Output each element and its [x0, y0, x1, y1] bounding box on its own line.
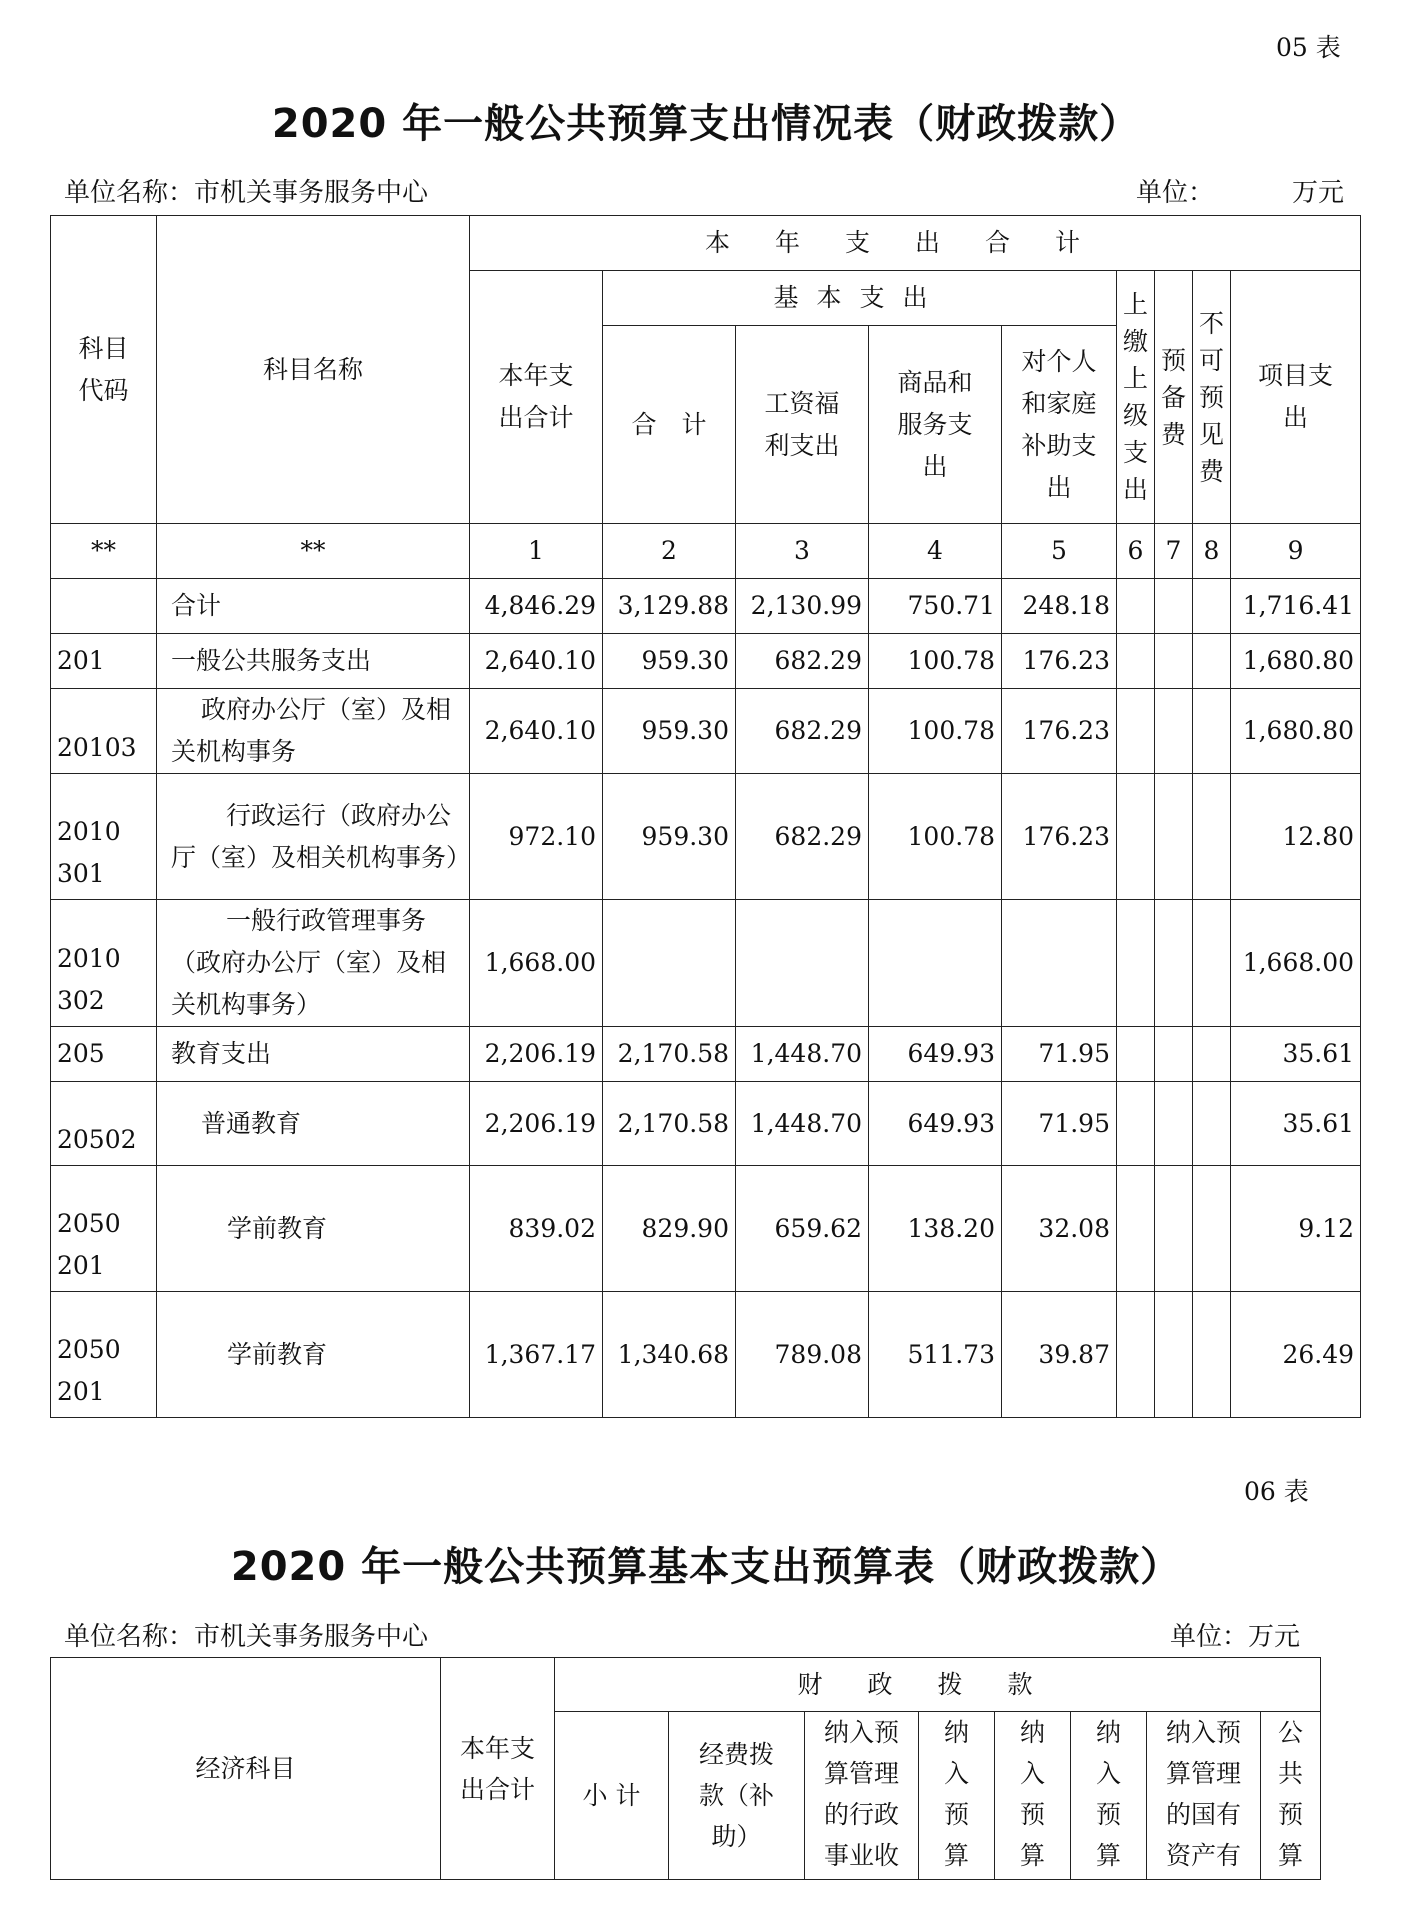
header-total-group: 本年支出合计 — [470, 216, 1361, 271]
row-value: 972.10 — [470, 774, 603, 900]
header-subtotal-2: 小 计 — [555, 1712, 669, 1880]
row-value: 176.23 — [1002, 774, 1117, 900]
index-cell: 7 — [1155, 524, 1193, 579]
header-name: 科目名称 — [157, 216, 470, 524]
row-value — [1155, 579, 1193, 634]
row-value: 2,206.19 — [470, 1082, 603, 1166]
header-fiscal-group: 财政拨款 — [555, 1658, 1321, 1712]
index-cell: 5 — [1002, 524, 1117, 579]
row-value: 649.93 — [869, 1082, 1002, 1166]
row-value — [1155, 1292, 1193, 1418]
row-name: 普通教育 — [157, 1082, 470, 1166]
row-name: 学前教育 — [157, 1292, 470, 1418]
row-name: 学前教育 — [157, 1166, 470, 1292]
row-value: 959.30 — [603, 634, 736, 689]
row-value — [1193, 634, 1231, 689]
page-title: 2020 年一般公共预算支出情况表（财政拨款） — [271, 101, 1141, 147]
header-col-b: 纳入预算 — [995, 1712, 1071, 1880]
header-year-total: 本年支出合计 — [470, 271, 603, 524]
row-value: 750.71 — [869, 579, 1002, 634]
header-col-c: 纳入预算 — [1071, 1712, 1147, 1880]
row-value — [1155, 1027, 1193, 1082]
row-value — [1117, 900, 1155, 1027]
row-value — [1155, 900, 1193, 1027]
row-value: 100.78 — [869, 634, 1002, 689]
row-value: 2,640.10 — [470, 634, 603, 689]
unit-value: 万元 — [1292, 178, 1345, 208]
row-value: 682.29 — [736, 689, 869, 774]
row-name: 一般公共服务支出 — [157, 634, 470, 689]
row-value — [1155, 634, 1193, 689]
row-name: 合计 — [157, 579, 470, 634]
row-value — [1117, 1166, 1155, 1292]
row-value: 32.08 — [1002, 1166, 1117, 1292]
row-name: 一般行政管理事务（政府办公厅（室）及相关机构事务） — [157, 900, 470, 1027]
row-value: 1,680.80 — [1231, 689, 1361, 774]
row-value: 39.87 — [1002, 1292, 1117, 1418]
row-name: 政府办公厅（室）及相关机构事务 — [157, 689, 470, 774]
row-code: 2050201 — [51, 1292, 157, 1418]
row-code: 2050201 — [51, 1166, 157, 1292]
row-value: 138.20 — [869, 1166, 1002, 1292]
row-value — [1193, 1082, 1231, 1166]
row-value: 1,340.68 — [603, 1292, 736, 1418]
row-value: 959.30 — [603, 774, 736, 900]
row-value: 2,640.10 — [470, 689, 603, 774]
header-goods: 商品和服务支出 — [869, 326, 1002, 524]
row-value: 100.78 — [869, 689, 1002, 774]
row-value: 659.62 — [736, 1166, 869, 1292]
index-cell: 6 — [1117, 524, 1155, 579]
header-state-assets: 纳入预算管理的国有资产有 — [1147, 1712, 1261, 1880]
unit-label: 单位： — [1136, 178, 1215, 208]
table-tag: 05 表 — [1276, 33, 1341, 62]
index-cell: 9 — [1231, 524, 1361, 579]
row-value — [1193, 1166, 1231, 1292]
header-subtotal: 合 计 — [603, 326, 736, 524]
header-col-a: 纳入预算 — [919, 1712, 995, 1880]
row-value — [1155, 1082, 1193, 1166]
row-value: 1,668.00 — [1231, 900, 1361, 1027]
row-value — [1117, 774, 1155, 900]
row-value: 176.23 — [1002, 634, 1117, 689]
row-value: 682.29 — [736, 634, 869, 689]
index-cell: ** — [51, 524, 157, 579]
row-value: 1,716.41 — [1231, 579, 1361, 634]
row-code: 205 — [51, 1027, 157, 1082]
row-value — [1155, 1166, 1193, 1292]
row-value — [1117, 634, 1155, 689]
header-salary: 工资福利支出 — [736, 326, 869, 524]
header-personal: 对个人和家庭补助支出 — [1002, 326, 1117, 524]
row-value — [1117, 579, 1155, 634]
row-value — [1193, 1292, 1231, 1418]
row-value: 3,129.88 — [603, 579, 736, 634]
row-value: 959.30 — [603, 689, 736, 774]
table-row — [51, 579, 1361, 634]
row-value: 789.08 — [736, 1292, 869, 1418]
index-cell: ** — [157, 524, 470, 579]
table-row — [51, 634, 1361, 689]
row-code: 20103 — [51, 689, 157, 774]
row-value: 839.02 — [470, 1166, 603, 1292]
row-value — [1002, 900, 1117, 1027]
header-code: 科目代码 — [51, 216, 157, 524]
index-cell: 1 — [470, 524, 603, 579]
table-row — [51, 1292, 1361, 1418]
header-upper: 上缴上级支出 — [1117, 271, 1155, 524]
row-code: 201 — [51, 634, 157, 689]
basic-expenditure-table — [50, 1657, 1321, 1880]
row-value — [1193, 1027, 1231, 1082]
row-value: 2,130.99 — [736, 579, 869, 634]
row-value — [1193, 900, 1231, 1027]
row-value — [1155, 774, 1193, 900]
row-name: 行政运行（政府办公厅（室）及相关机构事务） — [157, 774, 470, 900]
row-value: 176.23 — [1002, 689, 1117, 774]
row-value: 71.95 — [1002, 1027, 1117, 1082]
table-row — [51, 774, 1361, 900]
row-value: 829.90 — [603, 1166, 736, 1292]
index-cell: 2 — [603, 524, 736, 579]
row-value — [1193, 774, 1231, 900]
index-cell: 3 — [736, 524, 869, 579]
header-project: 项目支出 — [1231, 271, 1361, 524]
row-value: 1,448.70 — [736, 1082, 869, 1166]
header-year-total-2: 本年支出合计 — [441, 1658, 555, 1880]
row-value — [603, 900, 736, 1027]
row-value: 35.61 — [1231, 1027, 1361, 1082]
row-value: 71.95 — [1002, 1082, 1117, 1166]
row-value: 12.80 — [1231, 774, 1361, 900]
row-code: 20502 — [51, 1082, 157, 1166]
table-tag-2: 06 表 — [1244, 1477, 1309, 1506]
row-value: 649.93 — [869, 1027, 1002, 1082]
row-value: 4,846.29 — [470, 579, 603, 634]
unit-name: 单位名称：市机关事务服务中心 — [64, 178, 429, 208]
row-value: 26.49 — [1231, 1292, 1361, 1418]
row-value: 2,206.19 — [470, 1027, 603, 1082]
page-title-2: 2020 年一般公共预算基本支出预算表（财政拨款） — [230, 1544, 1182, 1590]
index-cell: 4 — [869, 524, 1002, 579]
header-reserve: 预备费 — [1155, 271, 1193, 524]
row-value: 682.29 — [736, 774, 869, 900]
row-value: 511.73 — [869, 1292, 1002, 1418]
expenditure-table — [50, 215, 1361, 1418]
row-value: 1,668.00 — [470, 900, 603, 1027]
row-value — [1117, 1292, 1155, 1418]
header-funding: 经费拨款（补助） — [669, 1712, 805, 1880]
row-value — [869, 900, 1002, 1027]
row-value — [1117, 689, 1155, 774]
row-code — [51, 579, 157, 634]
row-value: 1,367.17 — [470, 1292, 603, 1418]
row-value — [1193, 579, 1231, 634]
row-name: 教育支出 — [157, 1027, 470, 1082]
header-unforeseen: 不可预见费 — [1193, 271, 1231, 524]
row-value: 100.78 — [869, 774, 1002, 900]
unit-name-2: 单位名称：市机关事务服务中心 — [64, 1622, 429, 1652]
table-row — [51, 1027, 1361, 1082]
index-row — [51, 524, 1361, 579]
row-value: 2,170.58 — [603, 1027, 736, 1082]
row-value: 35.61 — [1231, 1082, 1361, 1166]
row-code: 2010301 — [51, 774, 157, 900]
header-public: 公共预算 — [1261, 1712, 1321, 1880]
header-basic-group: 基本支出 — [603, 271, 1117, 326]
row-value — [736, 900, 869, 1027]
row-value — [1117, 1027, 1155, 1082]
row-value — [1155, 689, 1193, 774]
row-value: 9.12 — [1231, 1166, 1361, 1292]
table-row — [51, 900, 1361, 1027]
row-value: 1,448.70 — [736, 1027, 869, 1082]
header-econ: 经济科目 — [51, 1658, 441, 1880]
table-row — [51, 689, 1361, 774]
table-row — [51, 1082, 1361, 1166]
row-code: 2010302 — [51, 900, 157, 1027]
row-value: 2,170.58 — [603, 1082, 736, 1166]
row-value: 1,680.80 — [1231, 634, 1361, 689]
header-admin-income: 纳入预算管理的行政事业收 — [805, 1712, 919, 1880]
index-cell: 8 — [1193, 524, 1231, 579]
row-value: 248.18 — [1002, 579, 1117, 634]
table-row — [51, 1166, 1361, 1292]
row-value — [1117, 1082, 1155, 1166]
unit-label-2: 单位：万元 — [1170, 1622, 1301, 1652]
row-value — [1193, 689, 1231, 774]
